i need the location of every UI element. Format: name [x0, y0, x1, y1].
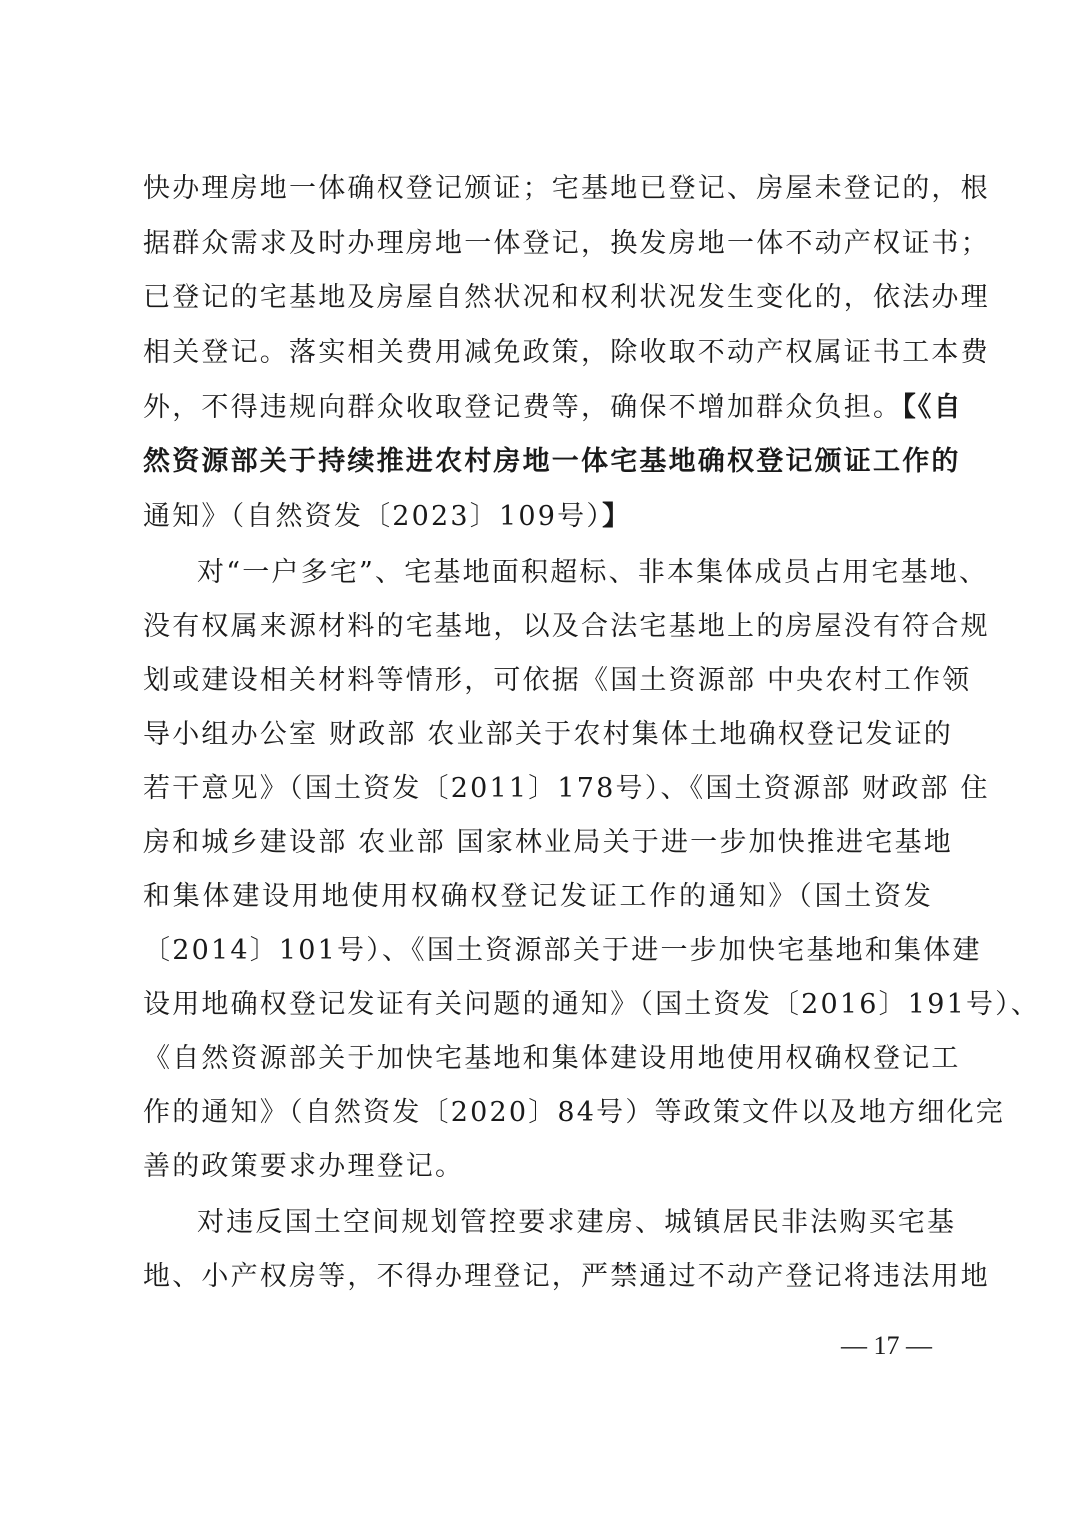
paragraph-line: 划或建设相关材料等情形，可依据《国土资源部 中央农村工作领	[143, 665, 972, 696]
paragraph-text: 外，不得违规向群众收取登记费等，确保不增加群众负担。	[143, 392, 903, 423]
paragraph-line	[143, 388, 963, 428]
citation-line: 然资源部关于持续推进农村房地一体宅基地确权登记颁证工作的	[143, 446, 961, 477]
citation-line	[143, 497, 933, 537]
paragraph-line: 没有权属来源材料的宅基地，以及合法宅基地上的房屋没有符合规	[143, 611, 990, 642]
paragraph-line: 相关登记。落实相关费用减免政策，除收取不动产权属证书工本费	[143, 337, 990, 368]
paragraph-line: 〔2014〕101号）、《国土资源部关于进一步加快宅基地和集体建	[143, 935, 982, 966]
citation-text: 通知》（自然资发〔2023〕109号）	[143, 501, 603, 532]
paragraph-line: 《自然资源部关于加快宅基地和集体建设用地使用权确权登记工	[143, 1043, 961, 1074]
page-number: — 17 —	[841, 1331, 932, 1360]
citation-open: 【《自	[902, 392, 963, 423]
paragraph-line: 和集体建设用地使用权确权登记发证工作的通知》（国土资发	[143, 881, 933, 912]
citation-close: 】	[602, 501, 632, 532]
paragraph-line: 对违反国土空间规划管控要求建房、城镇居民非法购买宅基	[197, 1207, 957, 1238]
paragraph-line: 对“一户多宅”、宅基地面积超标、非本集体成员占用宅基地、	[197, 557, 989, 588]
paragraph-line: 快办理房地一体确权登记颁证；宅基地已登记、房屋未登记的，根	[143, 173, 990, 204]
paragraph-line: 作的通知》（自然资发〔2020〕84号）等政策文件以及地方细化完	[143, 1097, 1005, 1128]
paragraph-line: 地、小产权房等，不得办理登记，严禁通过不动产登记将违法用地	[143, 1261, 990, 1292]
paragraph-line: 已登记的宅基地及房屋自然状况和权利状况发生变化的，依法办理	[143, 282, 990, 313]
paragraph-line: 房和城乡建设部 农业部 国家林业局关于进一步加快推进宅基地	[143, 827, 953, 858]
paragraph-line: 据群众需求及时办理房地一体登记，换发房地一体不动产权证书；	[143, 228, 990, 259]
paragraph-line: 导小组办公室 财政部 农业部关于农村集体土地确权登记发证的	[143, 719, 953, 750]
paragraph-line: 善的政策要求办理登记。	[143, 1151, 465, 1182]
paragraph-line: 设用地确权登记发证有关问题的通知》（国土资发〔2016〕191号）、	[143, 989, 1041, 1020]
paragraph-line: 若干意见》（国土资发〔2011〕178号）、《国土资源部 财政部 住	[143, 773, 990, 804]
